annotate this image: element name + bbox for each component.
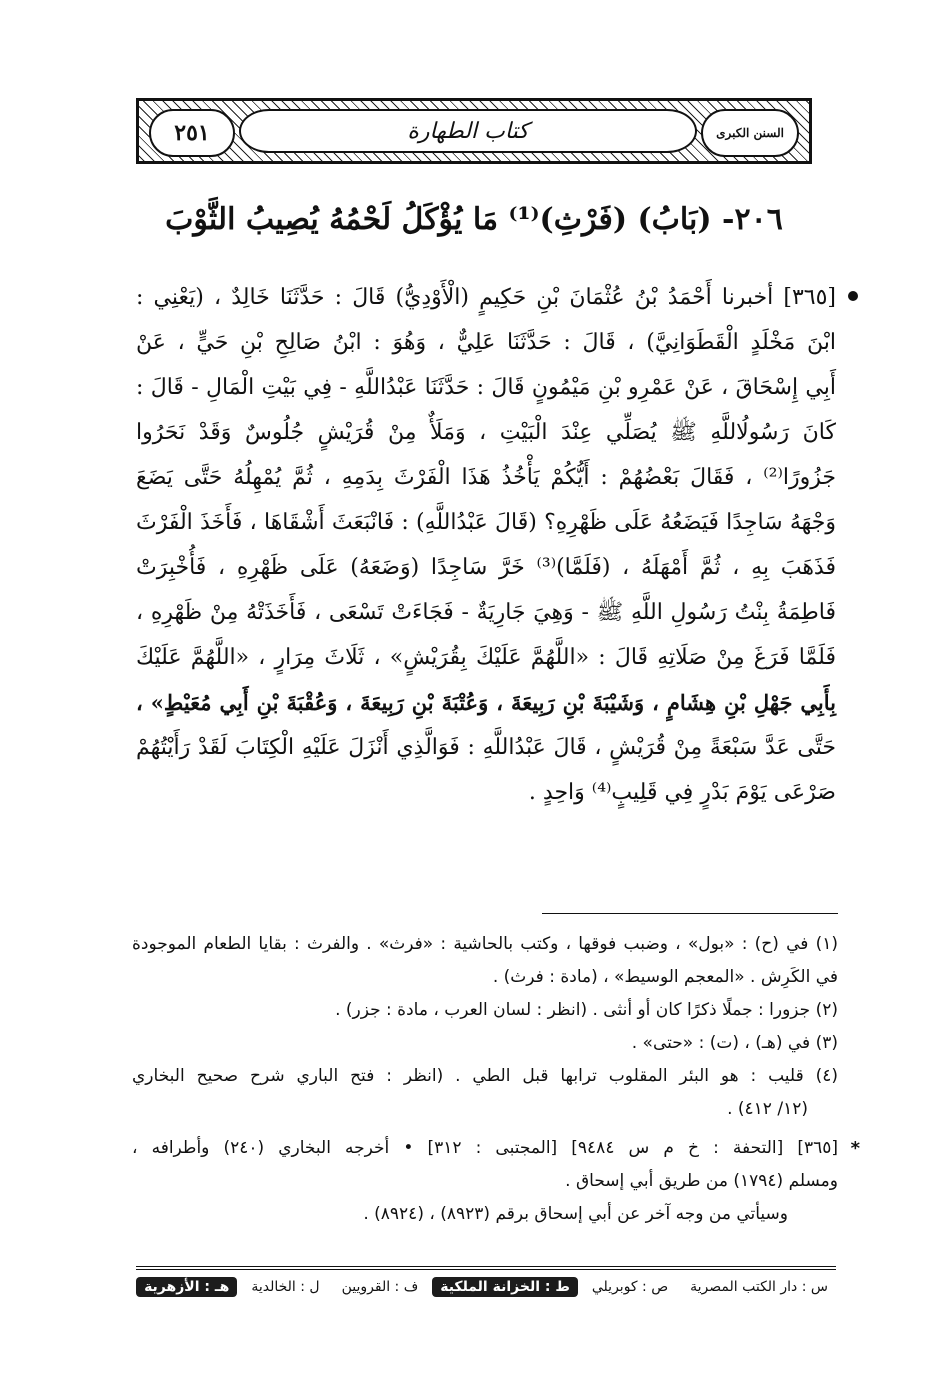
hadith-line: جَزُورًا⁽²⁾ ، فَقَالَ بَعْضُهُمْ : أَيُّكُمْ يَأْخُذُ هَذَا الْفَرْثَ بِدَمِهِ ، ثُمَّ يُمْهِلُهُ حَتَّى يَضَعَ (136, 465, 836, 490)
series-emblem: السنن الكبرى (701, 109, 799, 157)
bullet-icon (848, 291, 858, 301)
hadith-line: صَرْعَى يَوْمَ بَدْرٍ فِي قَلِيبٍ⁽⁴⁾ وَاحِدٍ . (528, 780, 836, 805)
footnote-line: في الكَرِش . «المعجم الوسيط» ، (مادة : فرث) . (492, 967, 838, 987)
hadith-line: وَجْهَهُ سَاجِدًا فَيَضَعُهُ عَلَى ظَهْرِهِ؟ (قَالَ عَبْدُاللَّهِ) : فَانْبَعَثَ أَشْقَاهَا ، فَأَخَذَ الْفَرْثَ (136, 510, 836, 535)
takhrij-text: [٣٦٥] [التحفة : خ م س ٩٤٨٤] [المجتبى : ٣١٢] • أخرجه البخاري (٢٤٠) وأطرافه ، (132, 1138, 839, 1158)
hadith-line: كَانَ رَسُولُاللَّهِ ﷺ يُصَلِّي عِنْدَ الْبَيْتِ ، وَمَلَأٌ مِنْ قُرَيْشٍ جُلُوسٌ وَقَدْ نَحَرُوا (136, 420, 836, 445)
book-title: كتاب الطهارة (407, 118, 529, 144)
source-label: ص : كوبريلي (591, 1279, 669, 1295)
hadith-line: فَلَمَّا فَرَغَ مِنْ صَلَاتِهِ قَالَ : «اللَّهُمَّ عَلَيْكَ بِقُرَيْشٍ» ، ثَلَاثَ مِرَارٍ ، «اللَّهُمَّ عَلَيْكَ (136, 645, 836, 670)
hadith-line: حَتَّى عَدَّ سَبْعَةً مِنْ قُرَيْشٍ ، قَالَ عَبْدُاللَّهِ : فَوَالَّذِي أَنْزَلَ عَلَيْهِ الْكِتَابَ لَقَدْ رَأَيْتُهُمْ (136, 735, 836, 760)
source-label: ف : القرويين (341, 1279, 419, 1295)
book-title-frame (239, 109, 697, 153)
page-number: ٢٥١ (149, 109, 235, 157)
hadith-line: فَذَهَبَ بِهِ ، ثُمَّ أَمْهَلَهُ ، (فَلَمَّا)⁽³⁾ خَرَّ سَاجِدًا (وَضَعَهُ) عَلَى ظَهْرِهِ ، فَأُخْبِرَتْ (136, 555, 836, 580)
hadith-line: ابْنَ مَخْلَدٍ الْقَطَوَانِيَّ) ، قَالَ : حَدَّثَنَا عَلِيٌّ ، وَهُوَ : ابْنُ صَالِحِ بْنِ حَيٍّ ، عَنْ (136, 330, 836, 355)
takhrij-line: ومسلم (١٧٩٤) من طريق أبي إسحاق . (565, 1171, 838, 1191)
chapter-heading: ٢٠٦- (بَابُ) (فَرْثِ)⁽¹⁾ مَا يُؤْكَلُ لَحْمُهُ يُصِيبُ الثَّوْبَ (165, 202, 783, 237)
footnote-line: (١٢/ ٤١٢) . (727, 1099, 808, 1119)
asterisk-icon: * (850, 1138, 860, 1159)
source-label: س : دار الكتب المصرية (690, 1279, 828, 1295)
footnotes (132, 928, 860, 1231)
hadith-line: [٣٦٥] أخبرنا أَحْمَدُ بْنُ عُثْمَانَ بْنِ حَكِيمٍ (الْأَوْدِيُّ) قَالَ : حَدَّثَنَا خَالِدٌ ، (يَعْنِي : (136, 285, 836, 310)
footnote-separator (542, 913, 838, 914)
source-label-highlighted: ط : الخزانة الملكية (432, 1277, 578, 1297)
hadith-line: فَاطِمَةُ بِنْتُ رَسُولِ اللَّهِ ﷺ - وَهِيَ جَارِيَةٌ - فَجَاءَتْ تَسْعَى ، فَأَخَذَتْهُ مِنْ ظَهْرِهِ ، (136, 600, 836, 625)
source-label: ل : الخالدية (251, 1279, 320, 1295)
footnote-line: (٢) جزورا : جملًا ذكرًا كان أو أنثى . (انظر : لسان العرب ، مادة : جزر) . (335, 1000, 838, 1020)
footnote-line: (٤) قليب : هو البئر المقلوب ترابها قبل الطي . (انظر : فتح الباري شرح صحيح البخاري (132, 1066, 838, 1086)
footnote-line: (٣) في (هـ) ، (ت) : «حتى» . (631, 1033, 838, 1053)
takhrij-line (132, 1132, 860, 1165)
takhrij-line: وسيأتي من وجه آخر عن أبي إسحاق برقم (٨٩٢٣) ، (٨٩٢٤) . (363, 1204, 788, 1224)
bottom-separator (136, 1266, 836, 1270)
hadith-text (136, 275, 836, 815)
footnote-line: (١) في (ح) : «بول» ، وضبب فوقها ، وكتب بالحاشية : «فرث» . والفرث : بقايا الطعام الموجودة (132, 934, 838, 954)
source-label-highlighted: هـ : الأزهرية (136, 1277, 237, 1297)
hadith-line: بِأَبِي جَهْلِ بْنِ هِشَامٍ ، وَشَيْبَةَ بْنِ رَبِيعَةَ ، وَعُتْبَةَ بْنِ رَبِيعَةَ ، وَعُقْبَةَ بْنِ أَبِي مُعَيْطٍ» ، (136, 690, 836, 715)
page-header (136, 98, 812, 164)
hadith-line: أَبِي إِسْحَاقَ ، عَنْ عَمْرِو بْنِ مَيْمُونٍ قَالَ : حَدَّثَنَا عَبْدُاللَّهِ - فِي بَيْتِ الْمَالِ - قَالَ : (136, 375, 836, 400)
manuscript-sources (136, 1272, 836, 1302)
